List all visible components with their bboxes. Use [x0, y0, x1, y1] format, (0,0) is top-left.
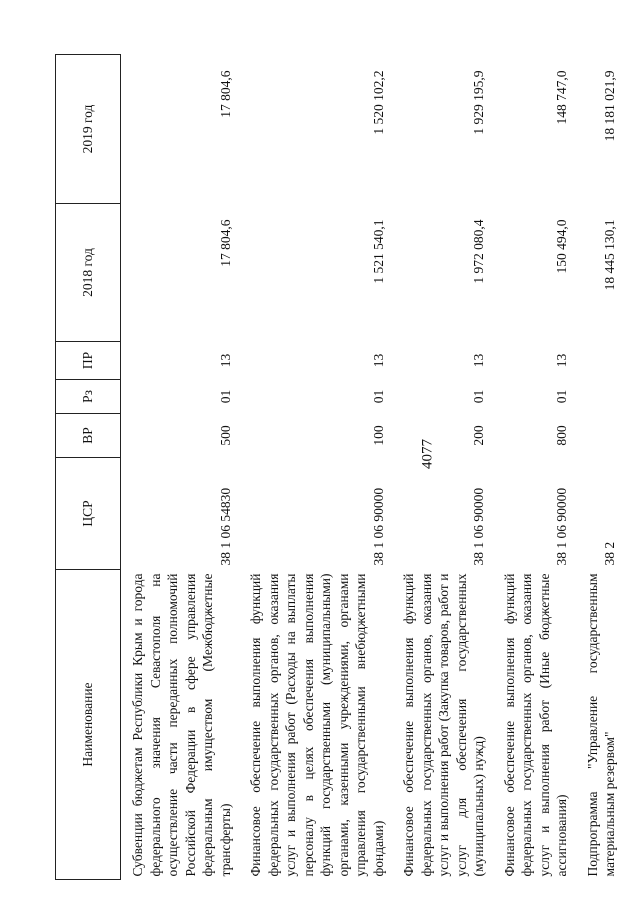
row-name: Субвенции бюджетам Республики Крым и города федерального значения Севастополя на осуществление части переданных полномочий Российской Федерации в сфере управления федеральным имуществом (Межбюджетные трансферты) [130, 573, 233, 877]
row-rz: 01 [217, 389, 233, 404]
table-row [491, 55, 574, 880]
row-csr: 38 1 06 90000 [554, 487, 569, 566]
header-pr: ПР [56, 342, 121, 380]
row-name: Подпрограмма "Управление государственным материальным резервом" [584, 573, 617, 877]
row-vr: 800 [554, 425, 569, 446]
row-2018: 18 445 130,1 [602, 219, 617, 291]
row-csr: 38 1 06 90000 [370, 487, 386, 566]
row-csr: 38 2 [602, 541, 617, 566]
budget-table [55, 54, 625, 880]
row-2018: 1 972 080,4 [471, 219, 486, 284]
header-2018: 2018 год [56, 204, 121, 342]
row-csr: 38 1 06 90000 [471, 487, 486, 566]
row-vr: 100 [370, 425, 386, 446]
table-row [390, 55, 491, 880]
row-vr [574, 414, 625, 458]
header-name: Наименование [56, 570, 121, 880]
row-2019: 1 929 195,9 [471, 70, 486, 135]
row-pr: 13 [471, 353, 486, 368]
budget-table-page [55, 55, 615, 880]
row-rz [574, 380, 625, 414]
header-2019: 2019 год [56, 55, 121, 204]
table-row [237, 55, 390, 880]
table-row [121, 55, 238, 880]
row-name: Финансовое обеспечение выполнения функций федеральных государственных органов, оказания услуг и выполнения работ (Расходы на выплаты персоналу в целях обеспечения выполнения функций государственными (муниципальными) органами, казенными учреждениями, органами управления государственными внебюджетными фондами) [248, 573, 386, 877]
row-name: Финансовое обеспечение выполнения функций федеральных государственных органов, оказания услуг и выполнения работ (Закупка товаров, работ и услуг для обеспечения государственных (муниципальных) нужд) [401, 573, 486, 877]
row-pr: 13 [370, 353, 386, 368]
row-pr: 13 [554, 353, 569, 368]
row-2018: 150 494,0 [554, 219, 569, 274]
row-rz: 01 [471, 389, 486, 404]
row-rz: 01 [554, 389, 569, 404]
row-2019: 148 747,0 [554, 70, 569, 125]
row-vr: 500 [217, 425, 233, 446]
header-vr: ВР [56, 414, 121, 458]
row-pr: 13 [217, 353, 233, 368]
row-2019: 17 804,6 [217, 70, 233, 118]
table-header-row [56, 55, 121, 880]
table-row [574, 55, 625, 880]
row-pr [574, 342, 625, 380]
row-2018: 1 521 540,1 [370, 219, 386, 284]
header-csr: ЦСР [56, 458, 121, 570]
row-2018: 17 804,6 [217, 219, 233, 267]
row-2019: 18 181 021,9 [602, 70, 617, 142]
row-rz: 01 [370, 389, 386, 404]
row-csr: 38 1 06 54830 [217, 487, 233, 566]
page-number: 4077 [419, 439, 436, 469]
row-vr: 200 [471, 425, 486, 446]
row-2019: 1 520 102,2 [370, 70, 386, 135]
row-name: Финансовое обеспечение выполнения функций федеральных государственных органов, оказания услуг и выполнения работ (Иные бюджетные ассигнования) [501, 573, 569, 877]
header-rz: Рз [56, 380, 121, 414]
